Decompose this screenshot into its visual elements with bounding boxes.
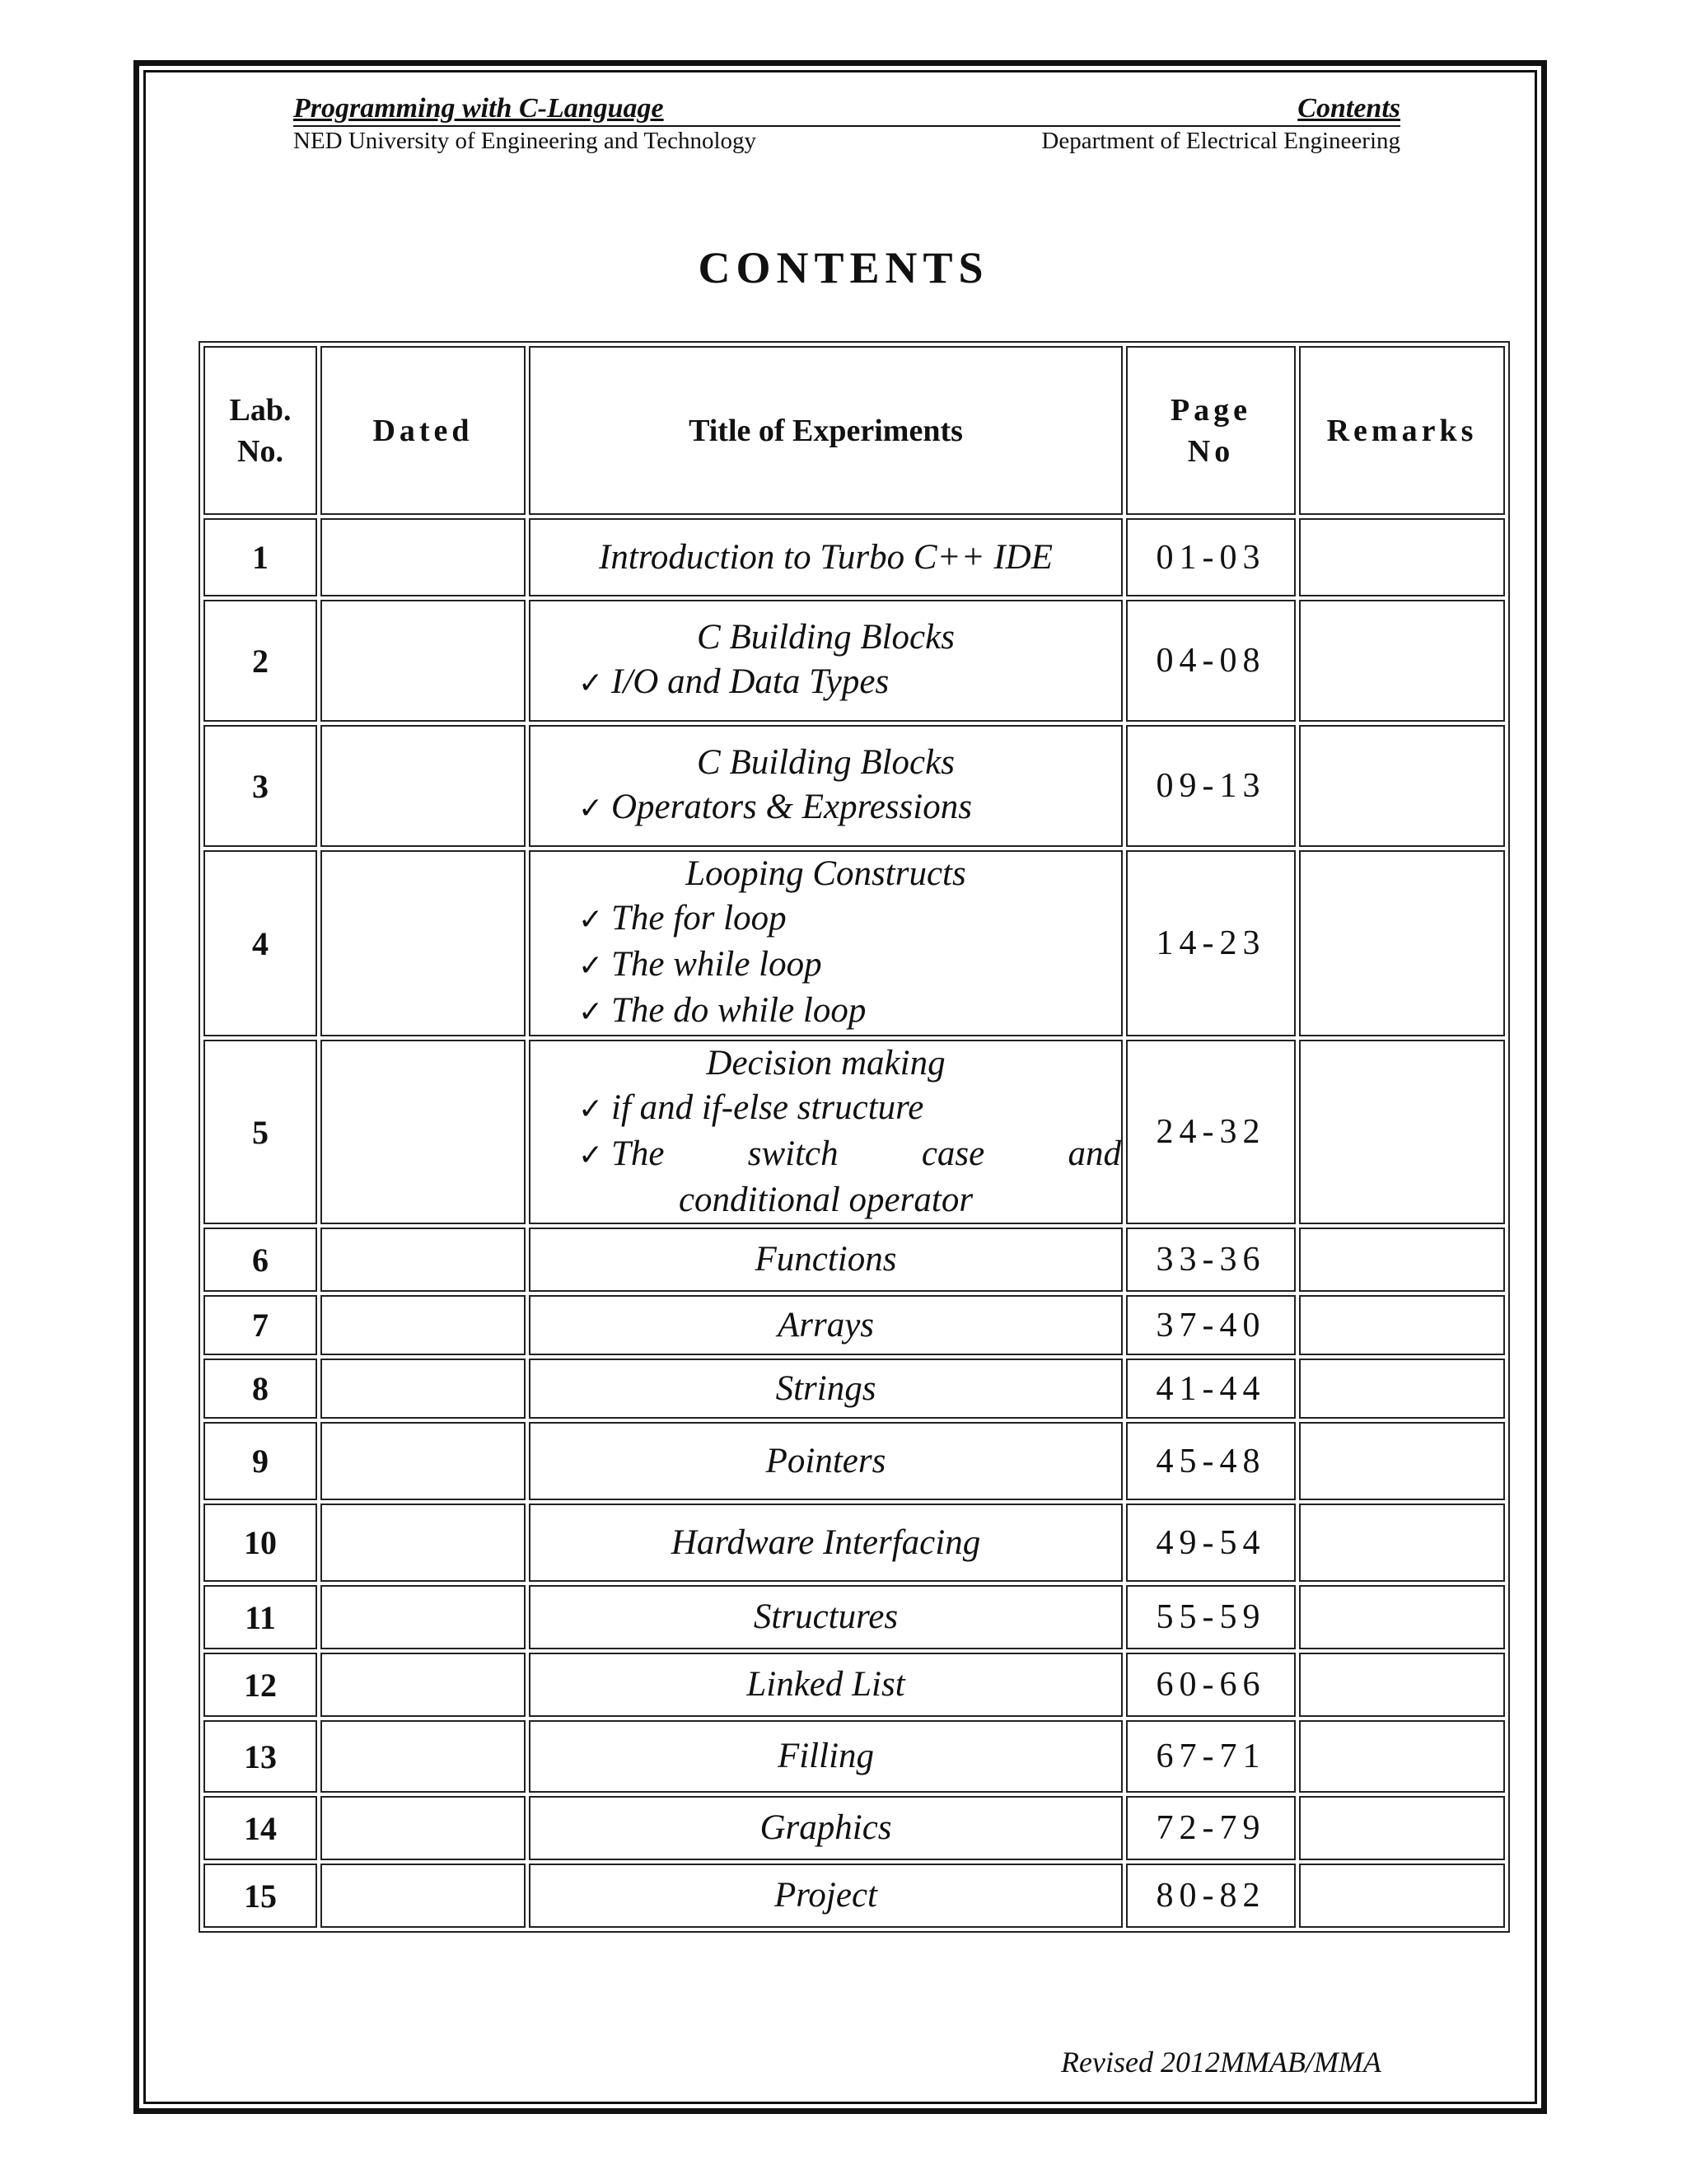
subtopic-text: I/O and Data Types: [611, 662, 890, 701]
section-name: Contents: [1297, 93, 1400, 124]
table-row: [203, 1864, 1505, 1928]
table-row: [203, 1585, 1505, 1649]
experiment-title: Strings: [775, 1368, 876, 1408]
subtopic-item: [530, 1132, 1121, 1178]
page-range: 04-08: [1126, 600, 1296, 722]
page-range: 67-71: [1126, 1720, 1296, 1793]
table-row: [203, 725, 1505, 847]
experiment-title: Arrays: [777, 1305, 875, 1345]
lab-number: 6: [203, 1228, 317, 1292]
lab-number: 3: [203, 725, 317, 847]
table-row: [203, 1359, 1505, 1419]
remarks-cell: [1299, 1585, 1505, 1649]
remarks-cell: [1299, 850, 1505, 1036]
table-row: [203, 1295, 1505, 1355]
subtopic-text: if and if-else structure: [611, 1088, 924, 1127]
lab-number: 14: [203, 1796, 317, 1860]
table-row: [203, 1040, 1505, 1224]
remarks-cell: [1299, 1796, 1505, 1860]
dated-cell: [320, 1653, 526, 1717]
page-header-line1: Page: [1170, 392, 1252, 428]
table-row: [203, 1422, 1505, 1500]
experiment-title: Project: [774, 1876, 877, 1915]
remarks-cell: [1299, 1864, 1505, 1928]
lab-number: 15: [203, 1864, 317, 1928]
subtopic-item: [530, 1086, 1121, 1132]
dated-cell: [320, 1422, 526, 1500]
subtopic-text: Operators & Expressions: [611, 788, 972, 826]
remarks-cell: [1299, 1504, 1505, 1582]
table-row: [203, 600, 1505, 722]
lab-number: 8: [203, 1359, 317, 1419]
subtopic-text: The do while loop: [611, 991, 867, 1030]
lab-number: 7: [203, 1295, 317, 1355]
table-body: [203, 518, 1505, 1928]
col-header-lab-no: [203, 346, 317, 515]
experiment-title: Graphics: [759, 1808, 892, 1847]
remarks-cell: [1299, 1653, 1505, 1717]
page-range: 37-40: [1126, 1295, 1296, 1355]
dated-cell: [320, 1504, 526, 1582]
page-range: 33-36: [1126, 1228, 1296, 1292]
experiment-title: Hardware Interfacing: [671, 1522, 981, 1562]
dated-cell: [320, 1359, 526, 1419]
dated-cell: [320, 1295, 526, 1355]
table-row: [203, 850, 1505, 1036]
page-range: 01-03: [1126, 518, 1296, 596]
subtopic-item: [530, 942, 1121, 989]
experiment-title-cell: [529, 1228, 1123, 1292]
page-title: CONTENTS: [698, 243, 989, 292]
lab-number: 5: [203, 1040, 317, 1224]
experiment-title-cell: [529, 1295, 1123, 1355]
revision-note: Revised 2012MMAB/MMA: [1061, 2046, 1381, 2079]
experiment-title: Looping Constructs: [685, 854, 966, 893]
experiment-title: Introduction to Turbo C++ IDE: [599, 537, 1053, 577]
subtopic-text: The while loop: [611, 945, 822, 984]
checkmark-icon: ✓: [578, 995, 604, 1029]
remarks-cell: [1299, 1295, 1505, 1355]
dated-cell: [320, 1720, 526, 1793]
col-header-dated: Dated: [320, 346, 526, 515]
subtopic-text: The for loop: [611, 899, 787, 938]
page-range: 49-54: [1126, 1504, 1296, 1582]
lab-header-line2: No.: [237, 433, 283, 469]
subtopic-item: [530, 989, 1121, 1035]
lab-number: 9: [203, 1422, 317, 1500]
checkmark-icon: ✓: [578, 949, 604, 983]
remarks-cell: [1299, 725, 1505, 847]
experiment-title-cell: [529, 1504, 1123, 1582]
col-header-page-no: [1126, 346, 1296, 515]
subtopic-text: The switch case and: [611, 1134, 1121, 1173]
experiment-title: Linked List: [746, 1665, 905, 1704]
subtopic-item: [530, 660, 1121, 706]
remarks-cell: [1299, 600, 1505, 722]
lab-number: 13: [203, 1720, 317, 1793]
table-row: [203, 1504, 1505, 1582]
page-range: 24-32: [1126, 1040, 1296, 1224]
table-row: [203, 1653, 1505, 1717]
dated-cell: [320, 725, 526, 847]
experiment-title-cell: [529, 600, 1123, 722]
experiment-title-cell: [529, 1359, 1123, 1419]
table-header-row: [203, 346, 1505, 515]
lab-number: 4: [203, 850, 317, 1036]
lab-number: 2: [203, 600, 317, 722]
page-range: 09-13: [1126, 725, 1296, 847]
page-range: 14-23: [1126, 850, 1296, 1036]
experiment-title-cell: [529, 1796, 1123, 1860]
running-subheader: [293, 128, 1400, 155]
dated-cell: [320, 1228, 526, 1292]
checkmark-icon: ✓: [578, 792, 604, 825]
page-range: 45-48: [1126, 1422, 1296, 1500]
experiment-title-cell: [529, 1720, 1123, 1793]
experiment-title-cell: [529, 1653, 1123, 1717]
table-row: [203, 1720, 1505, 1793]
lab-number: 12: [203, 1653, 317, 1717]
contents-table: [199, 341, 1510, 1933]
subtopic-text: conditional operator: [678, 1181, 974, 1219]
experiment-title-cell: [529, 1864, 1123, 1928]
checkmark-icon: ✓: [578, 903, 604, 937]
experiment-title: C Building Blocks: [697, 743, 955, 782]
col-header-title: Title of Experiments: [529, 346, 1123, 515]
experiment-title-cell: [529, 1422, 1123, 1500]
page-range: 55-59: [1126, 1585, 1296, 1649]
remarks-cell: [1299, 1359, 1505, 1419]
subtopic-continuation: [530, 1178, 1121, 1223]
lab-number: 11: [203, 1585, 317, 1649]
table-row: [203, 518, 1505, 596]
dated-cell: [320, 1040, 526, 1224]
dated-cell: [320, 1864, 526, 1928]
remarks-cell: [1299, 1040, 1505, 1224]
lab-header-line1: Lab.: [229, 392, 292, 428]
remarks-cell: [1299, 1720, 1505, 1793]
course-title: Programming with C-Language: [293, 93, 664, 124]
checkmark-icon: ✓: [578, 666, 604, 700]
dated-cell: [320, 518, 526, 596]
subtopic-item: [530, 785, 1121, 831]
remarks-cell: [1299, 1422, 1505, 1500]
page-range: 60-66: [1126, 1653, 1296, 1717]
experiment-title: Functions: [755, 1240, 897, 1279]
experiment-title: C Building Blocks: [697, 618, 955, 657]
experiment-title-cell: [529, 1040, 1123, 1224]
checkmark-icon: ✓: [578, 1092, 604, 1126]
running-header: [293, 93, 1400, 124]
experiment-title-cell: [529, 850, 1123, 1036]
lab-number: 10: [203, 1504, 317, 1582]
remarks-cell: [1299, 1228, 1505, 1292]
page-range: 72-79: [1126, 1796, 1296, 1860]
dated-cell: [320, 850, 526, 1036]
dated-cell: [320, 600, 526, 722]
experiment-title: Filling: [777, 1737, 875, 1775]
header-rule: [293, 125, 1400, 127]
experiment-title: Pointers: [765, 1441, 886, 1480]
page-range: 41-44: [1126, 1359, 1296, 1419]
dated-cell: [320, 1585, 526, 1649]
subtopic-item: [530, 896, 1121, 942]
remarks-cell: [1299, 518, 1505, 596]
page-header-line2: No: [1187, 433, 1235, 469]
page-range: 80-82: [1126, 1864, 1296, 1928]
checkmark-icon: ✓: [578, 1139, 604, 1172]
dated-cell: [320, 1796, 526, 1860]
experiment-title-cell: [529, 1585, 1123, 1649]
experiment-title: Structures: [753, 1597, 899, 1636]
university-name: NED University of Engineering and Technology: [293, 128, 757, 154]
col-header-remarks: Remarks: [1299, 346, 1505, 515]
table-row: [203, 1796, 1505, 1860]
experiment-title: Decision making: [706, 1044, 946, 1083]
department-name: Department of Electrical Engineering: [1041, 128, 1400, 154]
experiment-title-cell: [529, 725, 1123, 847]
table-row: [203, 1228, 1505, 1292]
experiment-title-cell: [529, 518, 1123, 596]
lab-number: 1: [203, 518, 317, 596]
